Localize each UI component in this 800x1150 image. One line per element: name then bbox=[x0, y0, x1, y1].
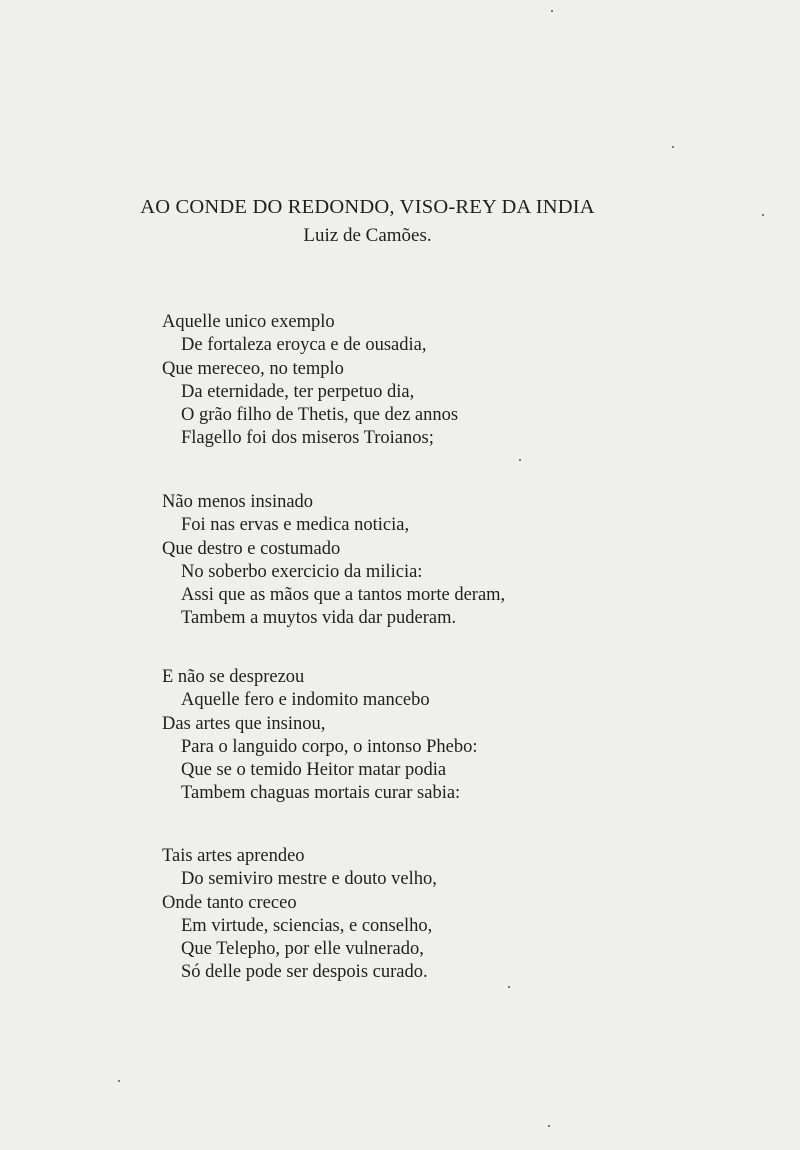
paper-speck bbox=[548, 1125, 550, 1127]
verse-line: Não menos insinado bbox=[162, 492, 314, 512]
paper-speck bbox=[508, 986, 510, 988]
paper-speck bbox=[118, 1080, 120, 1082]
poem-title: AO CONDE DO REDONDO, VISO-REY DA INDIA bbox=[140, 196, 595, 218]
verse-line: Assi que as mãos que a tantos morte deram, bbox=[181, 585, 506, 606]
verse-line: Só delle pode ser despois curado. bbox=[181, 962, 428, 983]
verse-line: E não se desprezou bbox=[162, 667, 305, 687]
verse-line: O grão filho de Thetis, que dez annos bbox=[181, 405, 459, 426]
verse-line: Que Telepho, por elle vulnerado, bbox=[181, 939, 424, 960]
verse-line: Flagello foi dos miseros Troianos; bbox=[181, 428, 434, 449]
verse-line: Do semiviro mestre e douto velho, bbox=[181, 869, 437, 890]
verse-line: Tambem a muytos vida dar puderam. bbox=[181, 608, 457, 629]
verse-line: Aquelle fero e indomito mancebo bbox=[181, 690, 430, 711]
verse-line: Que destro e costumado bbox=[162, 538, 341, 559]
verse-line: Onde tanto creceo bbox=[162, 892, 297, 913]
verse-line: Aquelle unico exemplo bbox=[162, 312, 335, 332]
verse-line: No soberbo exercicio da milicia: bbox=[181, 561, 423, 582]
stanza-4 bbox=[162, 845, 722, 985]
verse-line: Que mereceo, no templo bbox=[162, 358, 344, 379]
verse-line: Tambem chaguas mortais curar sabia: bbox=[181, 783, 461, 804]
stanza-1 bbox=[162, 311, 722, 451]
paper-speck bbox=[519, 459, 521, 461]
verse-line: De fortaleza eroyca e de ousadia, bbox=[181, 335, 427, 356]
verse-line: Em virtude, sciencias, e conselho, bbox=[181, 915, 433, 936]
verse-line: Que se o temido Heitor matar podia bbox=[181, 760, 447, 781]
verse-line: Tais artes aprendeo bbox=[162, 846, 305, 866]
stanza-3 bbox=[162, 666, 722, 806]
paper-speck bbox=[551, 10, 553, 12]
verse-line: Para o languido corpo, o intonso Phebo: bbox=[181, 736, 478, 757]
verse-line: Foi nas ervas e medica noticia, bbox=[181, 515, 410, 536]
verse-line: Das artes que insinou, bbox=[162, 713, 326, 734]
paper-speck bbox=[762, 214, 764, 216]
poem-author: Luiz de Camões. bbox=[303, 225, 432, 246]
stanza-2 bbox=[162, 491, 722, 631]
verse-line: Da eternidade, ter perpetuo dia, bbox=[181, 381, 415, 402]
paper-speck bbox=[672, 146, 674, 148]
